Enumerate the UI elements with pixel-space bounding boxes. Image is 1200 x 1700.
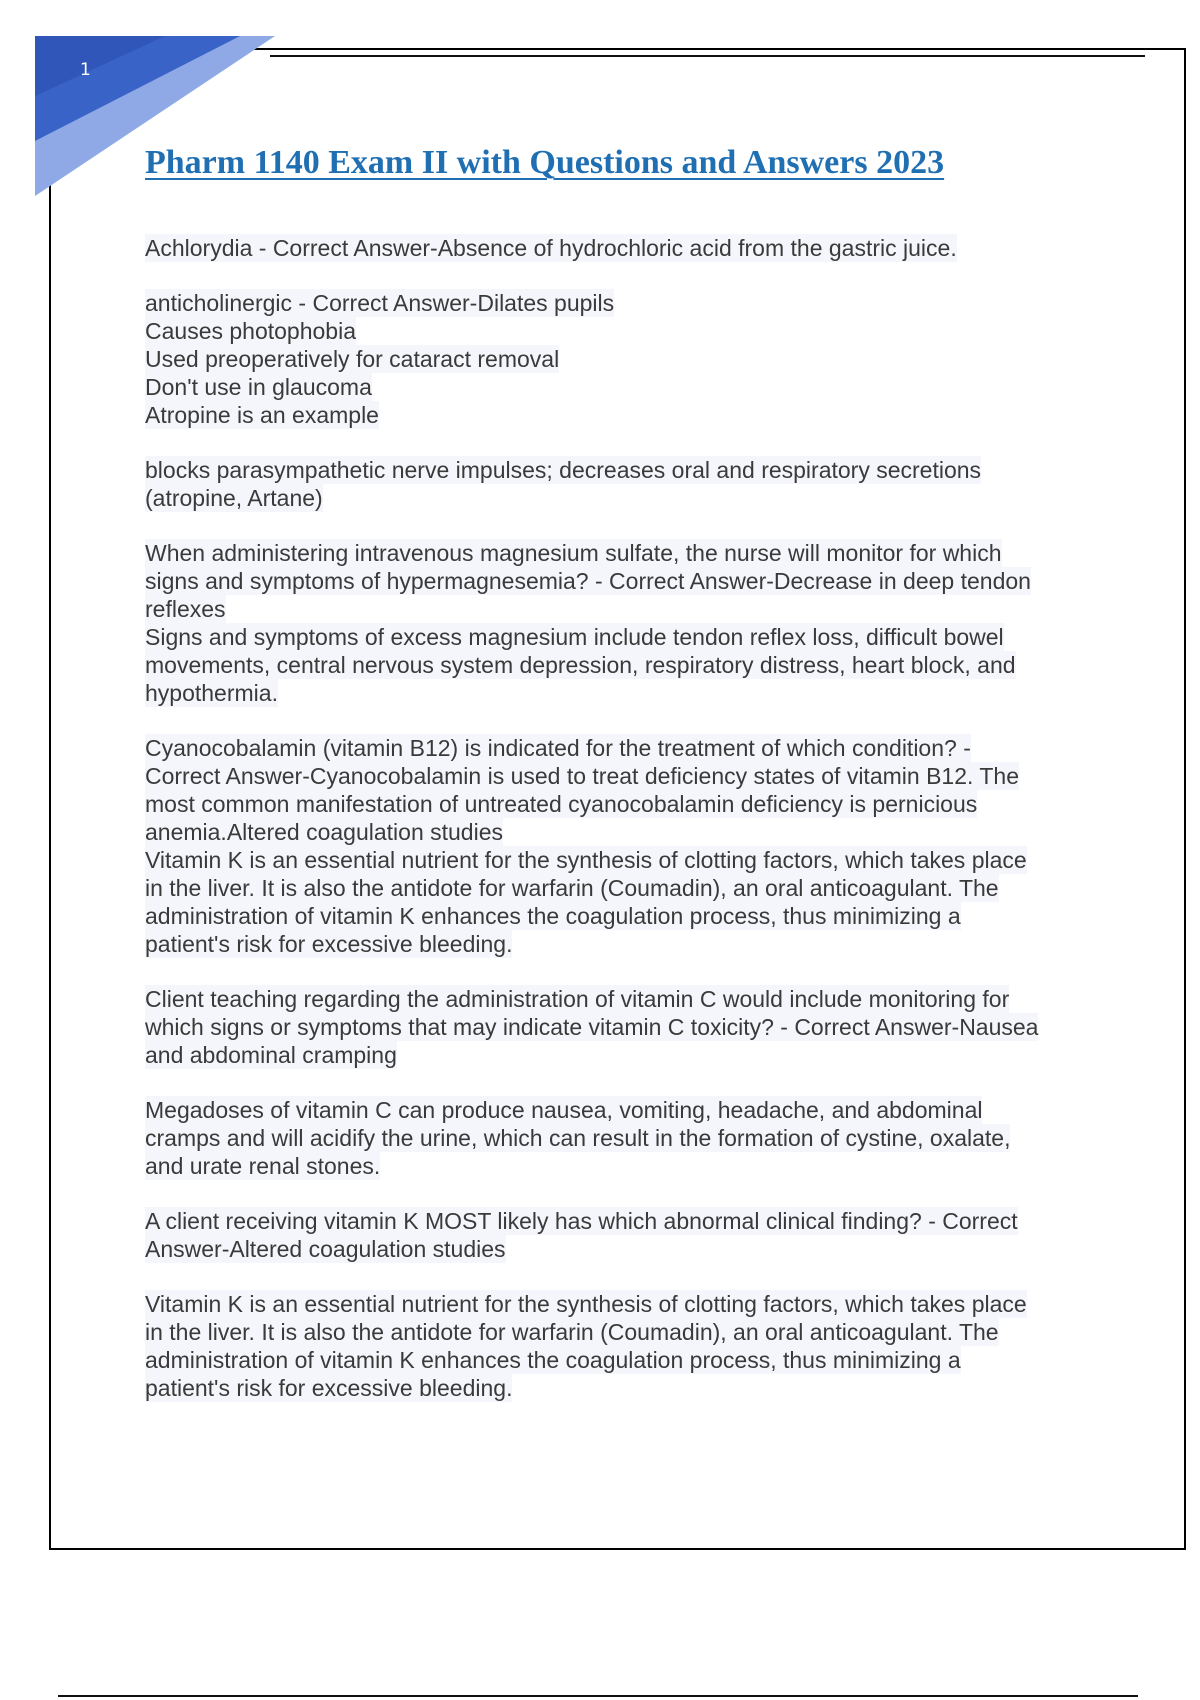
- text-line: cramps and will acidify the urine, which can result in the formation of cystine, oxalate,: [145, 1125, 1011, 1151]
- text-line: Don't use in glaucoma: [145, 374, 372, 400]
- text-line: Vitamin K is an essential nutrient for the synthesis of clotting factors, which takes place: [145, 847, 1027, 873]
- paragraph: [145, 1207, 1105, 1263]
- text-line: Client teaching regarding the administration of vitamin C would include monitoring for: [145, 986, 1010, 1012]
- text-line: Signs and symptoms of excess magnesium include tendon reflex loss, difficult bowel: [145, 624, 1004, 650]
- text-line: anemia.Altered coagulation studies: [145, 819, 504, 845]
- paragraph: [145, 1290, 1105, 1402]
- text-line: patient's risk for excessive bleeding.: [145, 931, 513, 957]
- text-line: movements, central nervous system depression, respiratory distress, heart block, and: [145, 652, 1016, 678]
- text-line: blocks parasympathetic nerve impulses; decreases oral and respiratory secretions: [145, 457, 982, 483]
- paragraph: [145, 985, 1105, 1069]
- page-number: 1: [80, 60, 91, 80]
- document-body: [145, 234, 1105, 1429]
- paragraph: [145, 734, 1105, 958]
- text-line: Used preoperatively for cataract removal: [145, 346, 560, 372]
- text-line: Causes photophobia: [145, 318, 356, 344]
- paragraph: [145, 456, 1105, 512]
- text-line: and urate renal stones.: [145, 1153, 381, 1179]
- text-line: When administering intravenous magnesium sulfate, the nurse will monitor for which: [145, 540, 1002, 566]
- text-line: Correct Answer-Cyanocobalamin is used to treat deficiency states of vitamin B12. The: [145, 763, 1019, 789]
- text-line: Achlorydia - Correct Answer-Absence of hydrochloric acid from the gastric juice.: [145, 235, 957, 261]
- paragraph: [145, 539, 1105, 707]
- paragraph: [145, 234, 1105, 262]
- text-line: hypothermia.: [145, 680, 278, 706]
- text-line: reflexes: [145, 596, 226, 622]
- text-line: in the liver. It is also the antidote for warfarin (Coumadin), an oral anticoagulant. The: [145, 875, 999, 901]
- paragraph: [145, 289, 1105, 429]
- paragraph: [145, 1096, 1105, 1180]
- text-line: administration of vitamin K enhances the coagulation process, thus minimizing a: [145, 1347, 961, 1373]
- text-line: which signs or symptoms that may indicate vitamin C toxicity? - Correct Answer-Nausea: [145, 1014, 1039, 1040]
- text-line: patient's risk for excessive bleeding.: [145, 1375, 513, 1401]
- text-line: Vitamin K is an essential nutrient for the synthesis of clotting factors, which takes place: [145, 1291, 1027, 1317]
- header-rule: [270, 55, 1145, 57]
- text-line: in the liver. It is also the antidote for warfarin (Coumadin), an oral anticoagulant. The: [145, 1319, 999, 1345]
- text-line: (atropine, Artane): [145, 485, 323, 511]
- text-line: signs and symptoms of hypermagnesemia? - Correct Answer-Decrease in deep tendon: [145, 568, 1031, 594]
- document-title: Pharm 1140 Exam II with Questions and Answers 2023: [145, 144, 945, 181]
- text-line: A client receiving vitamin K MOST likely has which abnormal clinical finding? - Correct: [145, 1208, 1018, 1234]
- text-line: most common manifestation of untreated cyanocobalamin deficiency is pernicious: [145, 791, 978, 817]
- text-line: Cyanocobalamin (vitamin B12) is indicated for the treatment of which condition? -: [145, 735, 971, 761]
- footer-rule: [58, 1695, 1138, 1697]
- text-line: Megadoses of vitamin C can produce nausea, vomiting, headache, and abdominal: [145, 1097, 983, 1123]
- text-line: and abdominal cramping: [145, 1042, 397, 1068]
- text-line: Answer-Altered coagulation studies: [145, 1236, 506, 1262]
- text-line: administration of vitamin K enhances the coagulation process, thus minimizing a: [145, 903, 961, 929]
- text-line: anticholinergic - Correct Answer-Dilates pupils: [145, 290, 615, 316]
- text-line: Atropine is an example: [145, 402, 379, 428]
